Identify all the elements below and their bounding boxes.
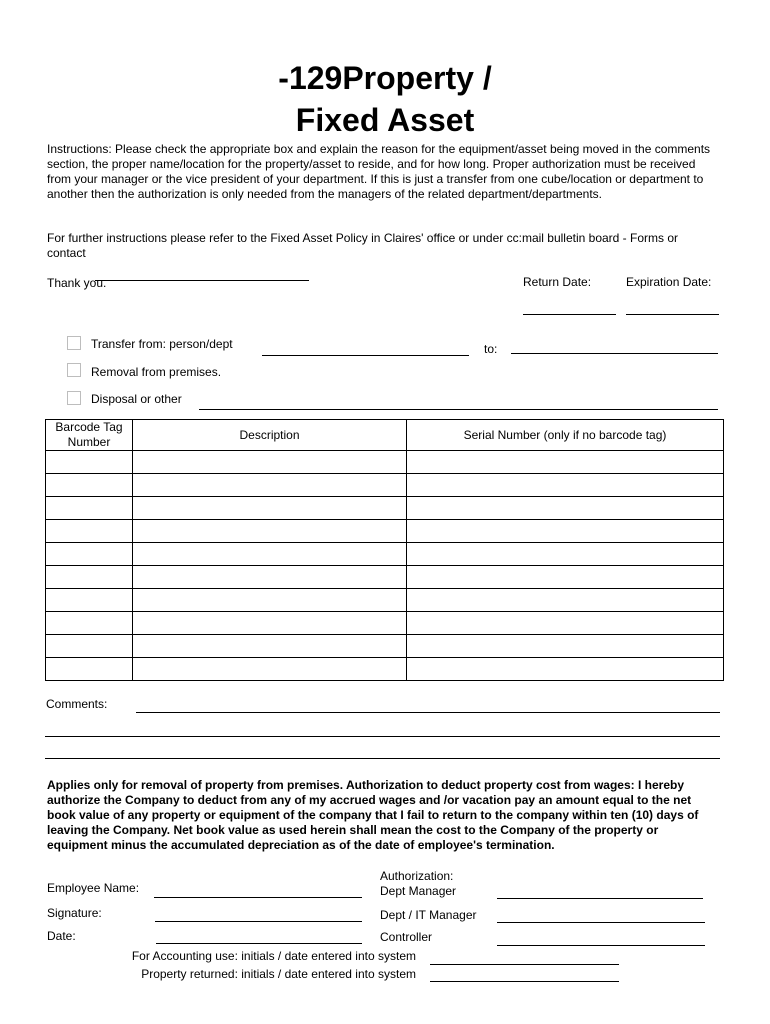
barcode-cell[interactable] [46,566,133,589]
barcode-cell[interactable] [46,474,133,497]
controller-label: Controller [380,930,433,944]
disposal-checkbox[interactable] [67,391,81,405]
transfer-label: Transfer from: person/dept [91,337,233,351]
further-instructions-paragraph: For further instructions please refer to the Fixed Asset Policy in Claires' office or under cc:mail bulletin board - Forms or contact [47,231,678,260]
barcode-cell[interactable] [46,589,133,612]
serial-number-cell[interactable] [407,635,724,658]
accounting-use-field[interactable] [430,964,619,965]
comments-line-1[interactable] [136,712,720,713]
date-field[interactable] [156,943,362,944]
thank-you-text: Thank you. [47,276,107,290]
description-cell[interactable] [133,566,407,589]
barcode-cell[interactable] [46,497,133,520]
serial-number-cell[interactable] [407,497,724,520]
table-row [46,589,724,612]
description-cell[interactable] [133,612,407,635]
return-date-field[interactable] [523,314,616,315]
transfer-to-field[interactable] [511,353,718,354]
description-cell[interactable] [133,635,407,658]
asset-table [45,419,724,681]
expiration-date-field[interactable] [626,314,719,315]
table-row [46,474,724,497]
authorization-label: Authorization: [380,869,454,883]
serial-number-cell[interactable] [407,658,724,681]
serial-number-cell[interactable] [407,451,724,474]
disposal-field[interactable] [199,409,718,410]
barcode-cell[interactable] [46,635,133,658]
property-returned-field[interactable] [430,981,619,982]
table-row [46,635,724,658]
return-date-label: Return Date: [523,275,592,289]
description-cell[interactable] [133,474,407,497]
table-row [46,543,724,566]
page-title-line1: -129Property / [278,60,492,96]
serial-number-cell[interactable] [407,589,724,612]
serial-number-cell[interactable] [407,474,724,497]
table-row [46,451,724,474]
table-row [46,566,724,589]
removal-label: Removal from premises. [91,365,222,379]
table-row [46,612,724,635]
disposal-label: Disposal or other [91,392,182,406]
expiration-date-label: Expiration Date: [626,275,712,289]
barcode-cell[interactable] [46,520,133,543]
accounting-use-label: For Accounting use: initials / date entered into system [131,949,416,963]
serial-number-cell[interactable] [407,612,724,635]
description-cell[interactable] [133,520,407,543]
controller-field[interactable] [497,945,705,946]
payroll-deduction-agreement: Applies only for removal of property from premises. Authorization to deduct property cost from wages: I hereby authorize the Company to deduct from any of my accrued wages and /or vacation pay an amount equal to the net book value of any property or equipment of the company that I fail to return to the company within ten (10) days of leaving the Company. Net book value as used herein shall mean the cost to the Company of the property or equipment minus the accumulated depreciation as of the date of employee's termination. [47,778,699,852]
signature-field[interactable] [155,921,362,922]
employee-name-field[interactable] [154,897,362,898]
serial-number-cell[interactable] [407,543,724,566]
description-cell[interactable] [133,451,407,474]
contact-name-line[interactable] [95,280,309,281]
signature-label: Signature: [47,906,102,920]
table-row [46,497,724,520]
comments-line-2[interactable] [45,736,720,737]
dept-manager-label: Dept Manager [380,884,457,898]
transfer-from-field[interactable] [262,355,469,356]
instructions-paragraph: Instructions: Please check the appropriate box and explain the reason for the equipment/asset being moved in the comments section, the proper name/location for the property/asset to reside, and for how long. Proper authorization must be received from your manager or the vice president of your department. If this is just a transfer from one cube/location or department to another then the authorization is only needed from the managers of the related department/departments. [47,142,711,201]
description-header: Description [133,420,407,451]
barcode-header: Barcode Tag Number [46,420,133,451]
description-cell[interactable] [133,543,407,566]
it-manager-label: Dept / IT Manager [380,908,477,922]
page-title-line2: Fixed Asset [295,102,475,138]
it-manager-field[interactable] [497,922,705,923]
serial-number-header: Serial Number (only if no barcode tag) [407,420,724,451]
dept-manager-field[interactable] [497,898,703,899]
serial-number-cell[interactable] [407,566,724,589]
barcode-cell[interactable] [46,451,133,474]
description-cell[interactable] [133,658,407,681]
comments-label: Comments: [46,697,108,711]
table-header-row [46,420,724,451]
barcode-cell[interactable] [46,612,133,635]
employee-name-label: Employee Name: [47,881,140,895]
description-cell[interactable] [133,589,407,612]
transfer-to-label: to: [484,342,498,356]
barcode-cell[interactable] [46,543,133,566]
comments-line-3[interactable] [45,758,720,759]
serial-number-cell[interactable] [407,520,724,543]
table-row [46,520,724,543]
date-label: Date: [47,929,76,943]
transfer-checkbox[interactable] [67,336,81,350]
removal-checkbox[interactable] [67,363,81,377]
table-row [46,658,724,681]
description-cell[interactable] [133,497,407,520]
property-returned-label: Property returned: initials / date entered into system [141,967,416,981]
barcode-cell[interactable] [46,658,133,681]
